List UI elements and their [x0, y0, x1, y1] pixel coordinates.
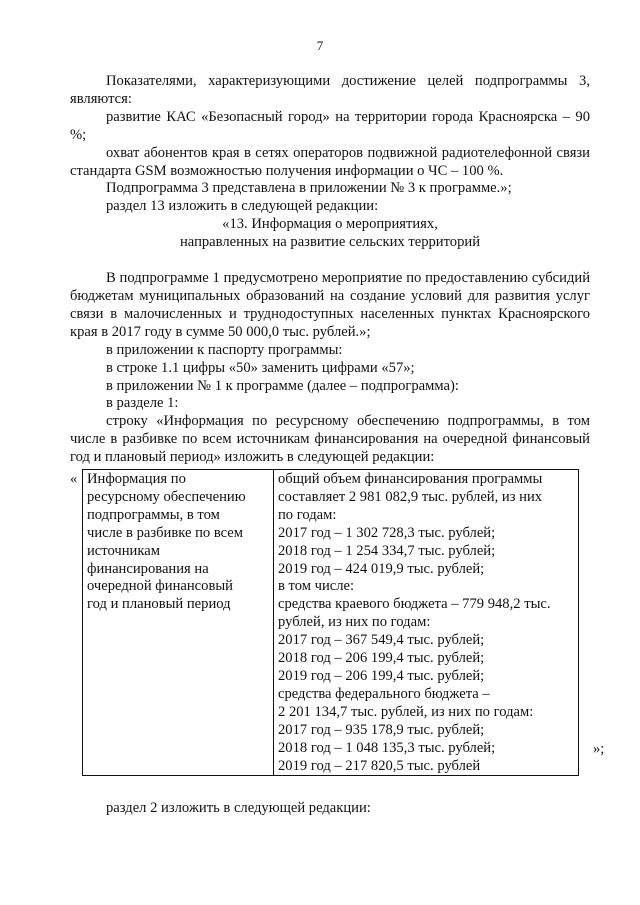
table-cell-label	[83, 470, 274, 776]
paragraph-appendix-1: в приложении № 1 к программе (далее – подпрограмма):	[106, 377, 459, 394]
paragraph-section-1: в разделе 1:	[106, 395, 179, 412]
value-line: 2 201 134,7 тыс. рублей, из них по годам:	[278, 703, 534, 720]
resource-table	[82, 469, 579, 776]
value-line: 2017 год – 935 178,9 тыс. рублей;	[278, 721, 485, 738]
section-heading-line-1: «13. Информация о мероприятиях,	[222, 216, 438, 233]
value-line: по годам:	[278, 506, 337, 523]
label-line: источникам	[87, 542, 160, 559]
paragraph-subprogram-3: Подпрограмма 3 представлена в приложении № 3 к программе.»;	[106, 180, 512, 197]
label-line: подпрограммы, в том	[87, 506, 220, 523]
paragraph-gsm-coverage: охват абонентов края в сетях операторов подвижной радиотелефонной связи стандарта GSM возможностью получения информации о ЧС – 100 %.	[70, 144, 590, 179]
paragraph-section-13: раздел 13 изложить в следующей редакции:	[106, 198, 379, 215]
table-cell-value	[274, 470, 579, 776]
value-line: в том числе:	[278, 578, 355, 595]
value-line: составляет 2 981 082,9 тыс. рублей, из них	[278, 488, 543, 505]
value-line: 2019 год – 424 019,9 тыс. рублей;	[278, 560, 485, 577]
table-close-quote: »;	[593, 741, 605, 758]
paragraph-section-2: раздел 2 изложить в следующей редакции:	[106, 800, 371, 817]
value-line: средства краевого бюджета – 779 948,2 тыс.	[278, 596, 551, 613]
paragraph-passport-appendix: в приложении к паспорту программы:	[106, 341, 343, 358]
resource-table-wrapper	[70, 469, 605, 776]
value-line: общий объем финансирования программы	[278, 471, 543, 488]
paragraph-resource-row: строку «Информация по ресурсному обеспечению подпрограммы, в том числе в разбивке по всем источникам финансирования на очередной финансовый год и плановый период» изложить в следующей редакции:	[70, 413, 590, 466]
table-open-quote: «	[70, 471, 78, 488]
label-line: ресурсному обеспечению	[87, 488, 246, 505]
paragraph-indicators: Показателями, характеризующими достижение целей подпрограммы 3, являются:	[70, 73, 590, 107]
value-line: 2017 год – 367 549,4 тыс. рублей;	[278, 632, 485, 649]
section-heading-line-2: направленных на развитие сельских территорий	[179, 234, 481, 251]
paragraph-safe-city: развитие КАС «Безопасный город» на территории города Красноярска – 90 %;	[70, 108, 590, 143]
value-line: 2019 год – 206 199,4 тыс. рублей;	[278, 668, 485, 684]
value-line: рублей, из них по годам:	[278, 614, 431, 631]
label-line: Информация по	[87, 471, 186, 488]
label-line: год и плановый период	[87, 596, 231, 613]
value-line: 2018 год – 206 199,4 тыс. рублей;	[278, 650, 485, 667]
value-line: 2019 год – 217 820,5 тыс. рублей	[278, 757, 481, 774]
table-row	[83, 470, 579, 776]
page-number: 7	[316, 38, 324, 53]
label-line: очередной финансовый	[87, 578, 233, 595]
label-line: финансирования на	[87, 560, 209, 577]
spacer	[70, 252, 590, 270]
value-line: 2018 год – 1 048 135,3 тыс. рублей;	[278, 739, 496, 756]
label-line: числе в разбивке по всем	[87, 524, 244, 541]
value-line: 2018 год – 1 254 334,7 тыс. рублей;	[278, 542, 496, 559]
document-body	[70, 73, 605, 818]
paragraph-subsidies: В подпрограмме 1 предусмотрено мероприятие по предоставлению субсидий бюджетам муниципальных образований на создание условий для развития услуг связи в малочисленных и труднодоступных населенных пунктах Красноярского края в 2017 году в сумме 50 000,0 тыс. рублей.»;	[70, 270, 590, 340]
paragraph-row-1-1: в строке 1.1 цифры «50» заменить цифрами «57»;	[106, 359, 415, 376]
value-line: средства федерального бюджета –	[278, 685, 490, 702]
value-line: 2017 год – 1 302 728,3 тыс. рублей;	[278, 524, 496, 541]
